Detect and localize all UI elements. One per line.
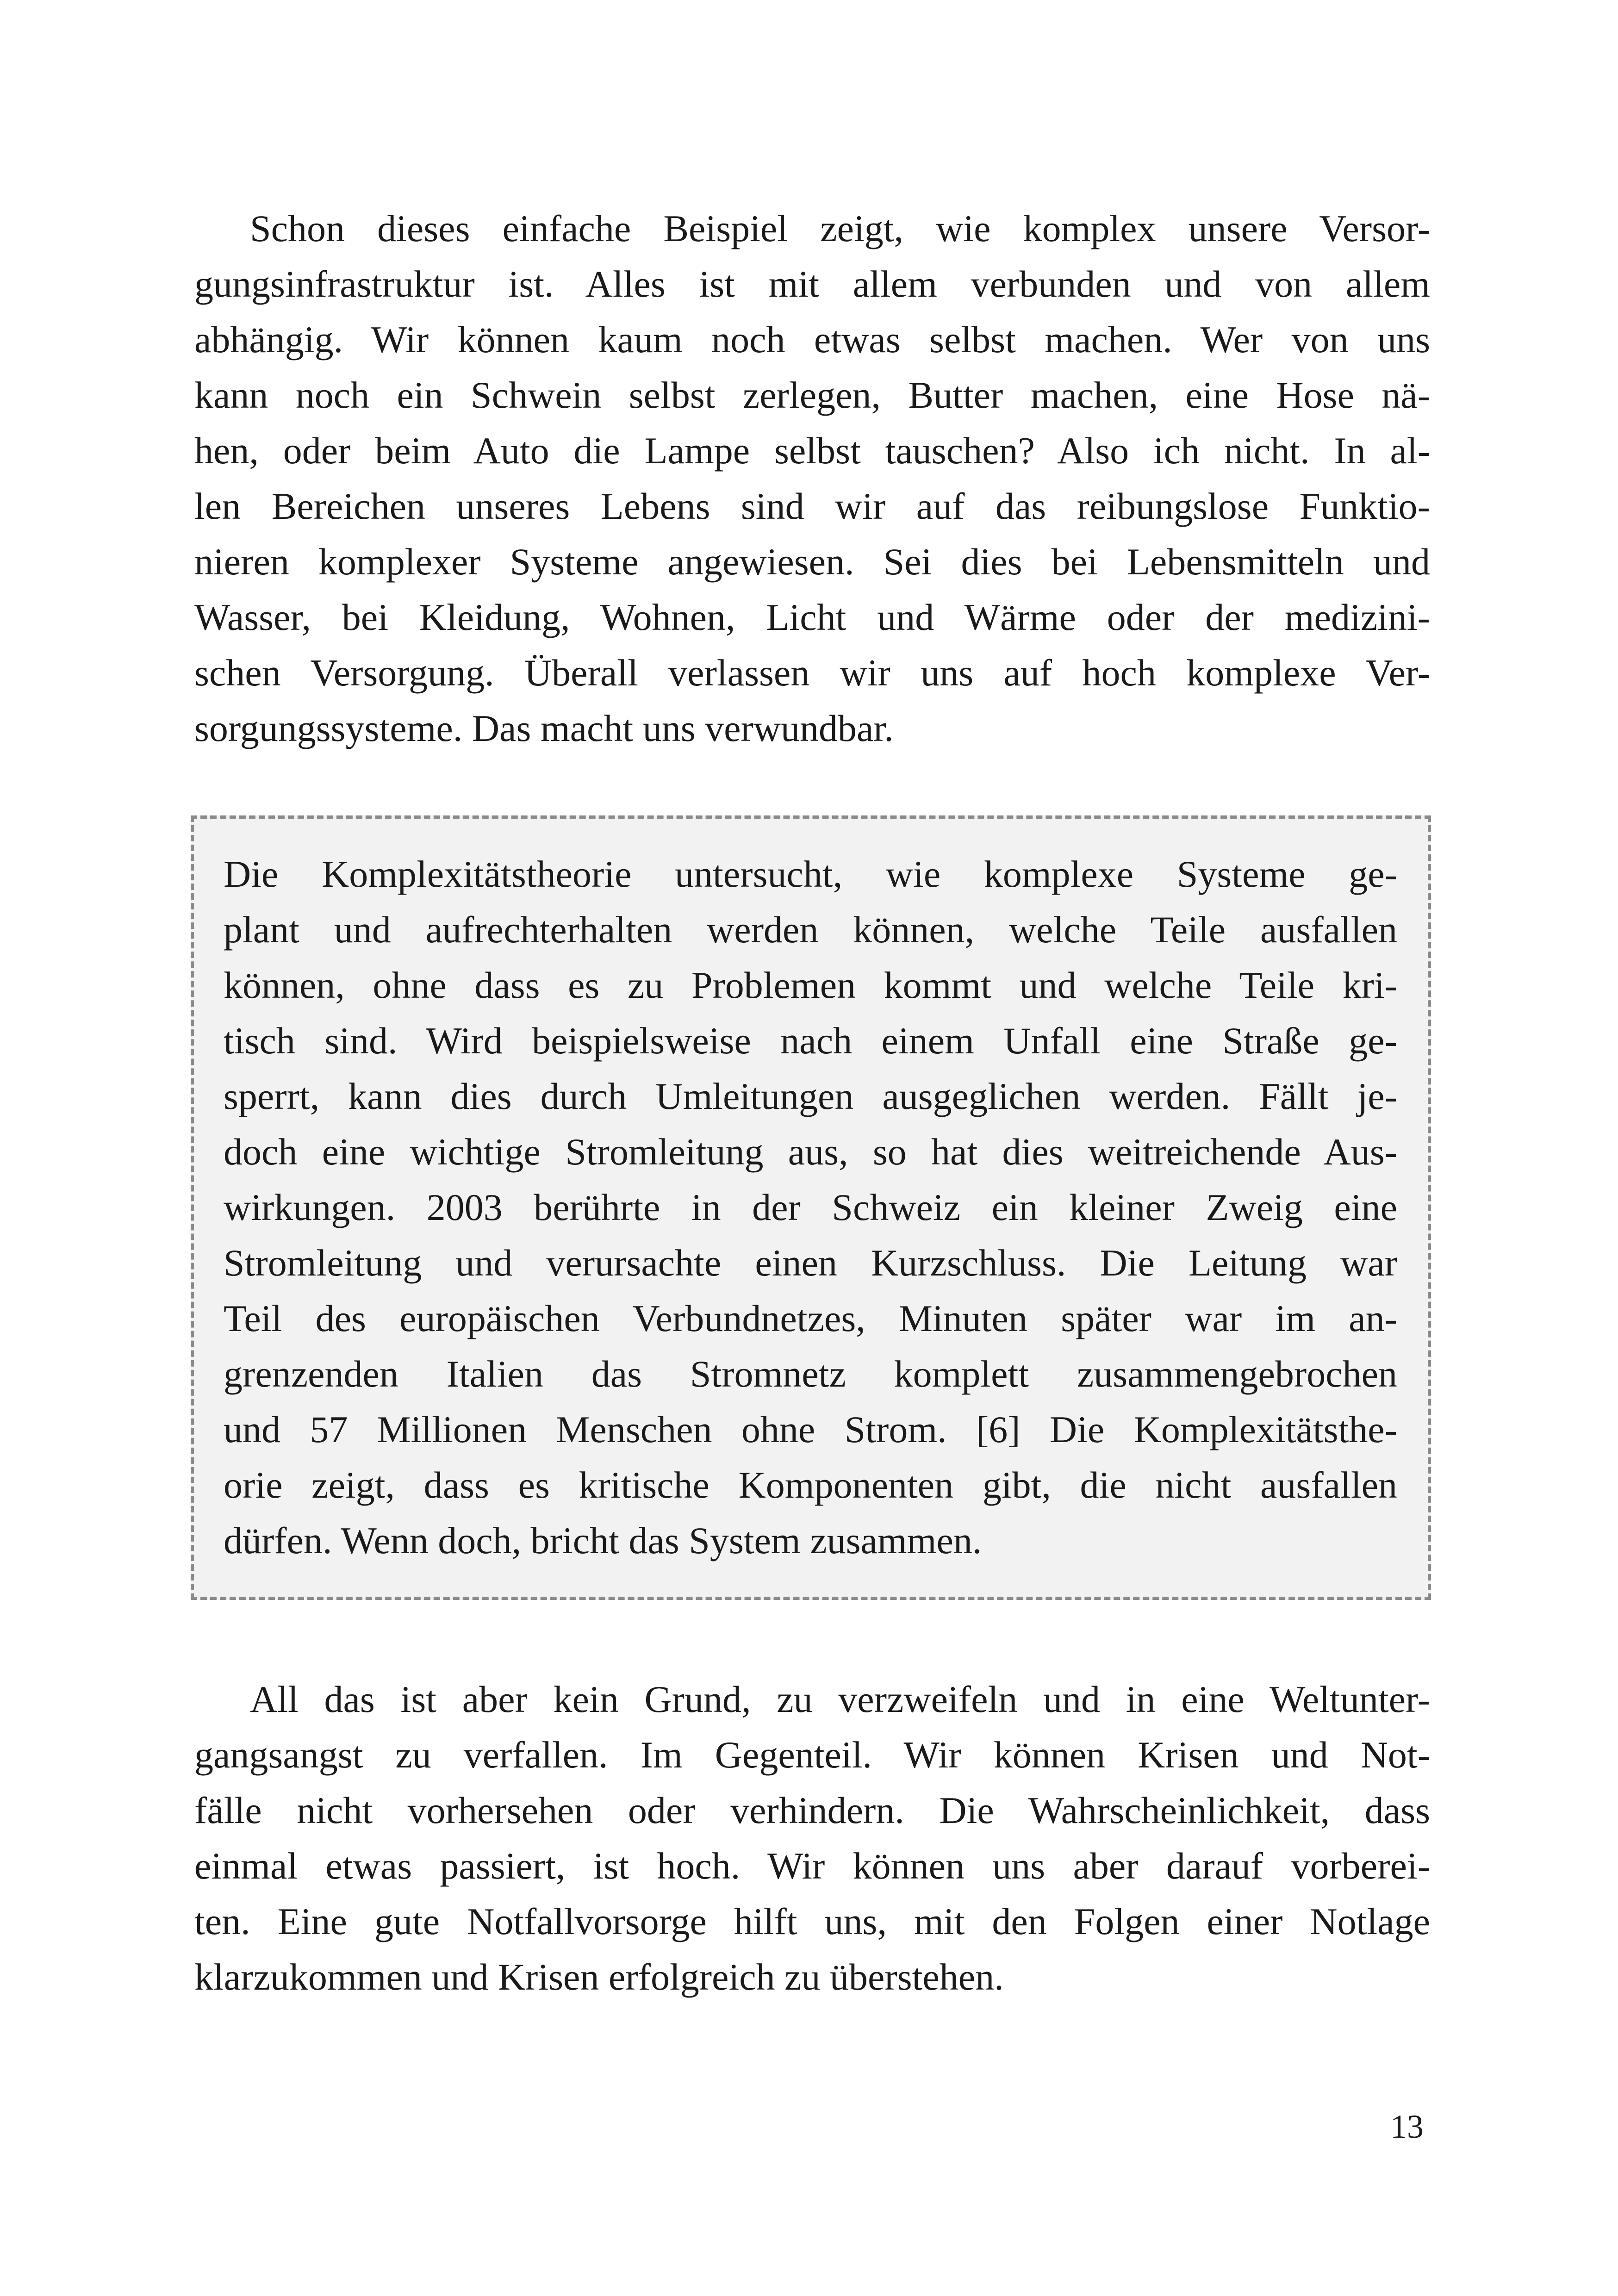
info-box bbox=[191, 815, 1431, 1600]
text-line: nieren komplexer Systeme angewiesen. Sei dies bei Lebensmitteln und bbox=[194, 541, 1430, 583]
text-line: orie zeigt, dass es kritische Komponenten gibt, die nicht ausfallen bbox=[224, 1464, 1397, 1506]
text-line: Teil des europäischen Verbundnetzes, Minuten später war im an- bbox=[224, 1297, 1397, 1339]
text-line: klarzukommen und Krisen erfolgreich zu überstehen. bbox=[194, 1956, 1004, 1998]
text-line: einmal etwas passiert, ist hoch. Wir können uns aber darauf vorberei- bbox=[194, 1845, 1430, 1887]
text-line: abhängig. Wir können kaum noch etwas selbst machen. Wer von uns bbox=[194, 318, 1430, 361]
text-line: Schon dieses einfache Beispiel zeigt, wie komplex unsere Versor- bbox=[250, 207, 1430, 249]
text-line: gungsinfrastruktur ist. Alles ist mit allem verbunden und von allem bbox=[194, 263, 1430, 305]
text-line: kann noch ein Schwein selbst zerlegen, Butter machen, eine Hose nä- bbox=[194, 374, 1430, 416]
text-line: Die Komplexitätstheorie untersucht, wie komplexe Systeme ge- bbox=[224, 853, 1397, 895]
text-line: doch eine wichtige Stromleitung aus, so hat dies weitreichende Aus- bbox=[224, 1131, 1397, 1173]
info-box-text bbox=[224, 846, 1397, 1568]
text-line: len Bereichen unseres Lebens sind wir auf das reibungslose Funktio- bbox=[194, 485, 1430, 527]
text-line: dürfen. Wenn doch, bricht das System zusammen. bbox=[224, 1519, 982, 1562]
text-line: Stromleitung und verursachte einen Kurzschluss. Die Leitung war bbox=[224, 1242, 1397, 1284]
text-line: All das ist aber kein Grund, zu verzweifeln und in eine Weltunter- bbox=[250, 1678, 1430, 1720]
text-line: sorgungssysteme. Das macht uns verwundbar. bbox=[194, 707, 894, 749]
body-paragraph-2 bbox=[194, 1672, 1430, 2005]
text-line: Wasser, bei Kleidung, Wohnen, Licht und Wärme oder der medizini- bbox=[194, 596, 1430, 638]
text-line: wirkungen. 2003 berührte in der Schweiz ein kleiner Zweig eine bbox=[224, 1186, 1397, 1228]
body-paragraph-1 bbox=[194, 201, 1430, 756]
text-line: grenzenden Italien das Stromnetz komplett zusammengebrochen bbox=[224, 1353, 1397, 1395]
text-line: tisch sind. Wird beispielsweise nach einem Unfall eine Straße ge- bbox=[224, 1020, 1397, 1062]
text-line: fälle nicht vorhersehen oder verhindern. Die Wahrscheinlichkeit, dass bbox=[194, 1789, 1430, 1831]
text-line: hen, oder beim Auto die Lampe selbst tauschen? Also ich nicht. In al- bbox=[194, 429, 1430, 472]
text-line: schen Versorgung. Überall verlassen wir uns auf hoch komplexe Ver- bbox=[194, 652, 1430, 694]
text-line: können, ohne dass es zu Problemen kommt und welche Teile kri- bbox=[224, 964, 1397, 1006]
text-line: ten. Eine gute Notfallvorsorge hilft uns, mit den Folgen einer Notlage bbox=[194, 1900, 1430, 1942]
text-line: sperrt, kann dies durch Umleitungen ausgeglichen werden. Fällt je- bbox=[224, 1075, 1397, 1117]
text-line: gangsangst zu verfallen. Im Gegenteil. Wir können Krisen und Not- bbox=[194, 1734, 1430, 1776]
text-line: und 57 Millionen Menschen ohne Strom. [6] Die Komplexitätsthe- bbox=[224, 1408, 1397, 1450]
text-line: plant und aufrechterhalten werden können, welche Teile ausfallen bbox=[224, 908, 1397, 951]
page-number: 13 bbox=[1390, 2108, 1424, 2145]
